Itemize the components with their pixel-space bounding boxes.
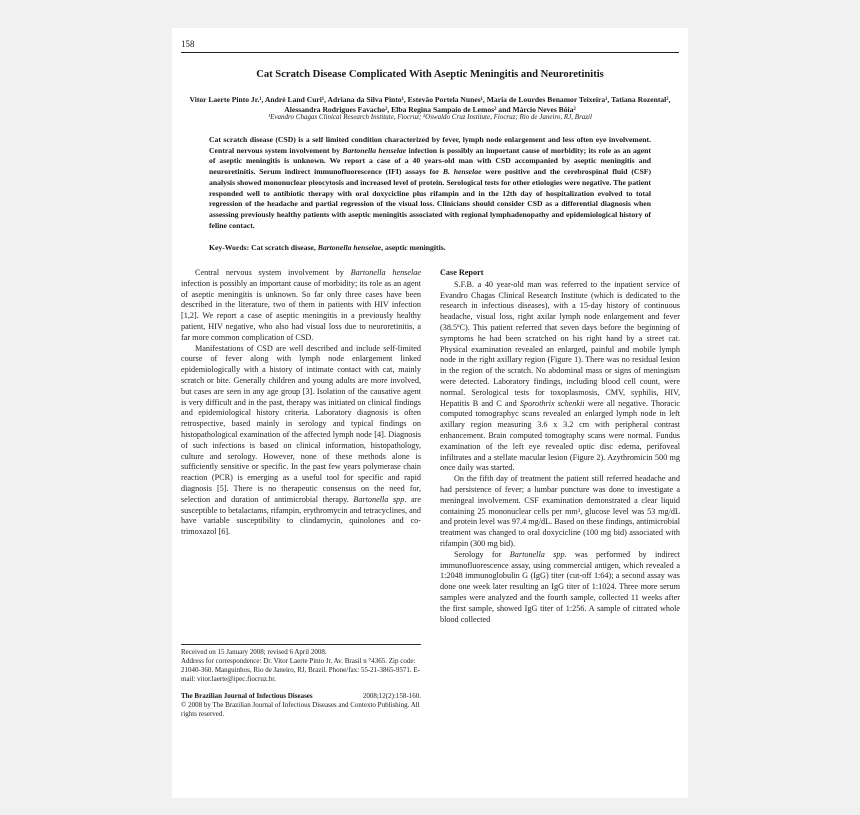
copyright: © 2008 by The Brazilian Journal of Infectious Diseases and Contexto Publishing. All rights reserved. xyxy=(181,701,420,718)
case-species: Sporothrix schenkii xyxy=(519,398,585,408)
case-paragraph-1 xyxy=(440,280,680,474)
blank-overlay xyxy=(352,730,517,780)
article-title: Cat Scratch Disease Complicated With Aseptic Meningitis and Neuroretinitis xyxy=(256,69,604,80)
author-list: Vitor Laerte Pinto Jr.¹, André Land Curi¹, Adriana da Silva Pinto¹, Estevão Portela Nunes¹, Maria de Lourdes Benamor Teixeira¹, Tatiana Rozental², Alessandra Rodrigues Favacho², Elba Regina Sampaio de Lemos² and Márcio Neves Bóia² xyxy=(189,95,671,114)
section-heading: Case Report xyxy=(440,268,484,277)
intro-species: Bartonella henselae xyxy=(350,268,421,277)
received-dates: Received on 15 January 2008; revised 6 April 2008. xyxy=(181,648,327,656)
abstract-species-2: B. henselae xyxy=(442,167,482,177)
case-paragraph-2: On the fifth day of treatment the patient still referred headache and had persistence of fever; a lumbar puncture was done to investigate a meningeal involvement. CSF examination demonstrated a clear liquid containing 25 mononuclear cells per mm³, glucose level was 53 mg/dL and protein level was 97.4 mg/dL. Based on these findings, antimicrobial treatment was changed to oral doxycicline (100 mg bid) associated with rifampin (300 mg bid). xyxy=(440,474,680,548)
case-genus: Bartonella spp. xyxy=(509,549,567,559)
intro-text-1b: infection is possibly an important cause of morbidity; its role as an agent of aseptic meningitis is unknown. So far only three cases have been described in the literature, two of them in patients with HIV infection [1,2]. We report a case of aseptic meningitis in a previously healthy patient, HIV negative, who also had visual loss due to neuroretinitis, a far more common complication of CSD. xyxy=(181,278,421,342)
keyword-1: Cat scratch disease, xyxy=(251,243,318,252)
case-paragraph-3 xyxy=(440,550,680,626)
intro-text-2b: are susceptible to betalactams, rifampin, erythromycin and tetracyclines, and have variable susceptibility to clindamycin, quinolones and co-trimoxazol [6]. xyxy=(181,494,421,537)
journal-citation: 2008;12(2):158-160. xyxy=(362,692,421,700)
left-column xyxy=(181,268,421,538)
abstract-species-1: Bartonella henselae xyxy=(342,145,407,155)
header-rule xyxy=(181,52,679,53)
case-text-3b: was performed by indirect immunofluorescence assay, using commercial antigen, which revealed a 1:2048 immunoglobulin G (IgG) titer (cut-off 1:64); a second assay was done one week later resulting an IgG titer of 1:1024. Three more serum samples were analyzed and the fourth sample, collected 11 weeks after the first sample, showed IgG titer of 1:256. A sample of citrated whole blood collected xyxy=(440,549,680,624)
intro-text-1a: Central nervous system involvement by xyxy=(195,268,351,277)
journal-info xyxy=(181,692,421,719)
keywords xyxy=(209,243,651,252)
abstract-text-1: Cat scratch disease (CSD) is a self limited condition characterized by fever, lymph node enlargement and less often eye involvement. Central nervous system involvement by xyxy=(209,135,651,155)
footnote xyxy=(181,644,421,684)
right-column xyxy=(440,268,680,625)
journal-name: The Brazilian Journal of Infectious Diseases xyxy=(181,692,313,700)
case-text-1b: were all negative. Thoracic computed tomographyc scans revealed an enlarged lymph node in left axillary region measuring 3.6 x 3.2 cm with peripheral contrast enhancement. Brain computed tomography scans were normal. Fundus examination of the left eye revealed optic disc edema, perifoveal infiltrates and a stellate macular lesion (Figure 2). Azythromicin 500 mg once daily was started. xyxy=(440,398,680,473)
abstract-text-2: infection is possibly an important cause of morbidity; its role as an agent of aseptic meningitis is unknown. We report a case of a 40 years-old man with CSD accompanied by aseptic meningitis and neuroretinitis. Serum indirect immunofluorescence (IFI) assays for xyxy=(209,145,651,177)
keyword-2: Bartonella henselae xyxy=(317,243,382,252)
intro-paragraph-2 xyxy=(181,344,421,538)
correspondence-address: Address for correspondence: Dr. Vitor Laerte Pinto Jr. Av. Brasil n °4365. Zip code: 21040-360. Manguinhos, Rio de Janeiro, RJ, Brazil. Phone/fax: 55-21-3865-9571. E-mail: vitor.laerte@ipec.fiocruz.br. xyxy=(181,657,420,683)
keyword-3: , aseptic meningitis. xyxy=(381,243,446,252)
affiliations: ¹Evandro Chagas Clinical Research Institute, Fiocruz; ²Oswaldo Cruz Institute, Fiocruz; Rio de Janeiro, RJ, Brazil xyxy=(268,113,592,121)
abstract xyxy=(209,135,651,231)
intro-genus: Bartonella spp. xyxy=(353,494,407,504)
case-text-1a: S.F.B. a 40 year-old man was referred to the inpatient service of Evandro Chagas Clinical Research Institute (which is dedicated to the research in infectious diseases), with a 15-day history of continuous headache, visual loss, right axilar lymph node enlargement and fever (38.5ºC). This patient referred that seven days before the beginning of symptoms he had been scratched on his right hand by a street cat. Physical examination revealed an enlarged, painful and mobile lymph node in the right axillary region (Figure 1). There was no residual lesion in the region of the scratch. No abdominal mass or signs of meningism were detected. Laboratory findings, including blood cell count, were normal. Serological tests for toxoplasmosis, CMV, syphilis, HIV, Hepatitis B and C and xyxy=(440,279,680,408)
case-text-3a: Serology for xyxy=(454,549,510,559)
intro-text-2a: Manifestations of CSD are well described and include self-limited course of fever along with lymph node enlargement linked epidemiologically with a history of intimate contact with cat, mainly scratch or bite. Generally children and young adults are more involved, but cases are seen in any age group [3]. Isolation of the causative agent is very difficult and in the past, therapy was initiated on clinical findings and epidemiological history criteria. Laboratory diagnosis is often retrospective, based mainly in serology and typical findings on histopathological examination of the affected lymph node [4]. Diagnosis of such infections is based on clinical information, histopathology, culture and serology. However, none of these methods alone is sufficiently sensitive or specific. In the past few years polymerase chain reaction (PCR) is emerging as a useful tool for specific and rapid diagnosis [5]. There is no therapeutic consensus on the need for, selection and duration of antimicrobial therapy. xyxy=(181,343,421,504)
keywords-label: Key-Words: xyxy=(209,243,252,252)
page-number: 158 xyxy=(181,39,195,49)
intro-paragraph-1 xyxy=(181,268,421,344)
abstract-text-3: were positive and the cerebrospinal fluid (CSF) analysis showed mononuclear pleocytosis and increased level of protein. Serological tests for other etiologies were negative. The patient responded well to antibiotic therapy with oral doxycicline plus rifampin and in the 12th day of hospitalization evolved to total regression of the headache and partial regression of the visual loss. Clinicians should consider CSD as a differential diagnosis when assessing previously healthy patients with aseptic meningitis associated with regional lymphadenopathy and epidemiological history of feline contact. xyxy=(209,167,651,230)
